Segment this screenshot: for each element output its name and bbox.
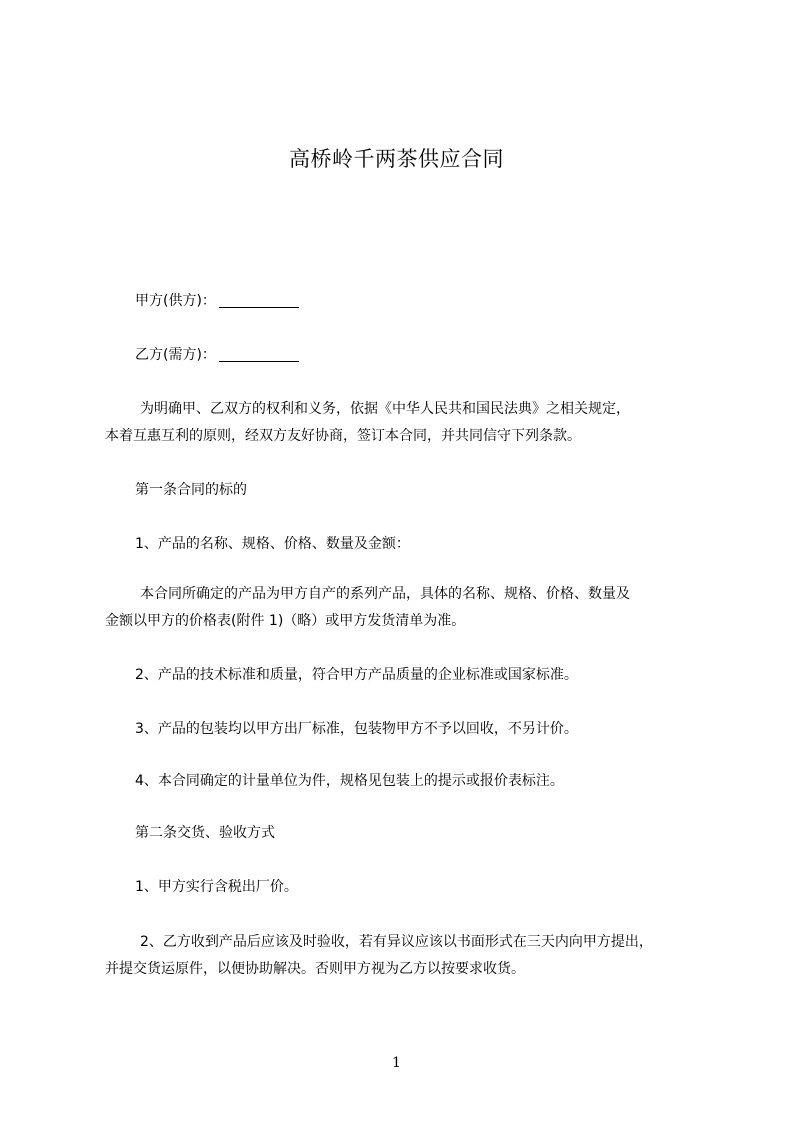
- party-b-label: 乙方(需方)：: [135, 347, 216, 363]
- party-b-line: [105, 341, 735, 369]
- party-a-label: 甲方(供方)：: [135, 293, 216, 309]
- article-1-item-3: 3、产品的包装均以甲方出厂标准，包装物甲方不予以回收，不另计价。: [135, 721, 578, 737]
- article-2-heading: 第二条交货、验收方式: [135, 825, 275, 841]
- article-1-heading: 第一条合同的标的: [135, 482, 247, 498]
- document-title: 高桥岭千两茶供应合同: [289, 147, 504, 171]
- preamble-line-2: 本着互惠互利的原则，经双方友好协商，签订本合同，并共同信守下列条款。: [105, 428, 581, 444]
- article-1-item-2: 2、产品的技术标准和质量，符合甲方产品质量的企业标准或国家标准。: [135, 667, 578, 683]
- article-1-item-1: 1、产品的名称、规格、价格、数量及金额：: [135, 536, 410, 552]
- party-a-line: [105, 287, 735, 315]
- article-1-item-1-detail-line-1: 本合同所确定的产品为甲方自产的系列产品，具体的名称、规格、价格、数量及: [140, 586, 630, 602]
- preamble-line-1: 为明确甲、乙双方的权利和义务，依据《中华人民共和国民法典》之相关规定，: [140, 401, 630, 417]
- party-a-blank: [219, 292, 299, 308]
- article-1-item-1-detail-line-2: 金额以甲方的价格表(附件 1)（略）或甲方发货清单为准。: [105, 613, 466, 629]
- article-1-item-4: 4、本合同确定的计量单位为件，规格见包装上的提示或报价表标注。: [135, 773, 564, 789]
- page-number: 1: [392, 1055, 401, 1071]
- article-2-item-2-line-1: 2、乙方收到产品后应该及时验收，若有异议应该以书面形式在三天内向甲方提出，: [140, 934, 653, 950]
- article-2-item-1: 1、甲方实行含税出厂价。: [135, 879, 298, 895]
- article-2-item-2-line-2: 并提交货运原件，以便协助解决。否则甲方视为乙方以按要求收货。: [105, 961, 525, 977]
- party-b-blank: [219, 346, 299, 362]
